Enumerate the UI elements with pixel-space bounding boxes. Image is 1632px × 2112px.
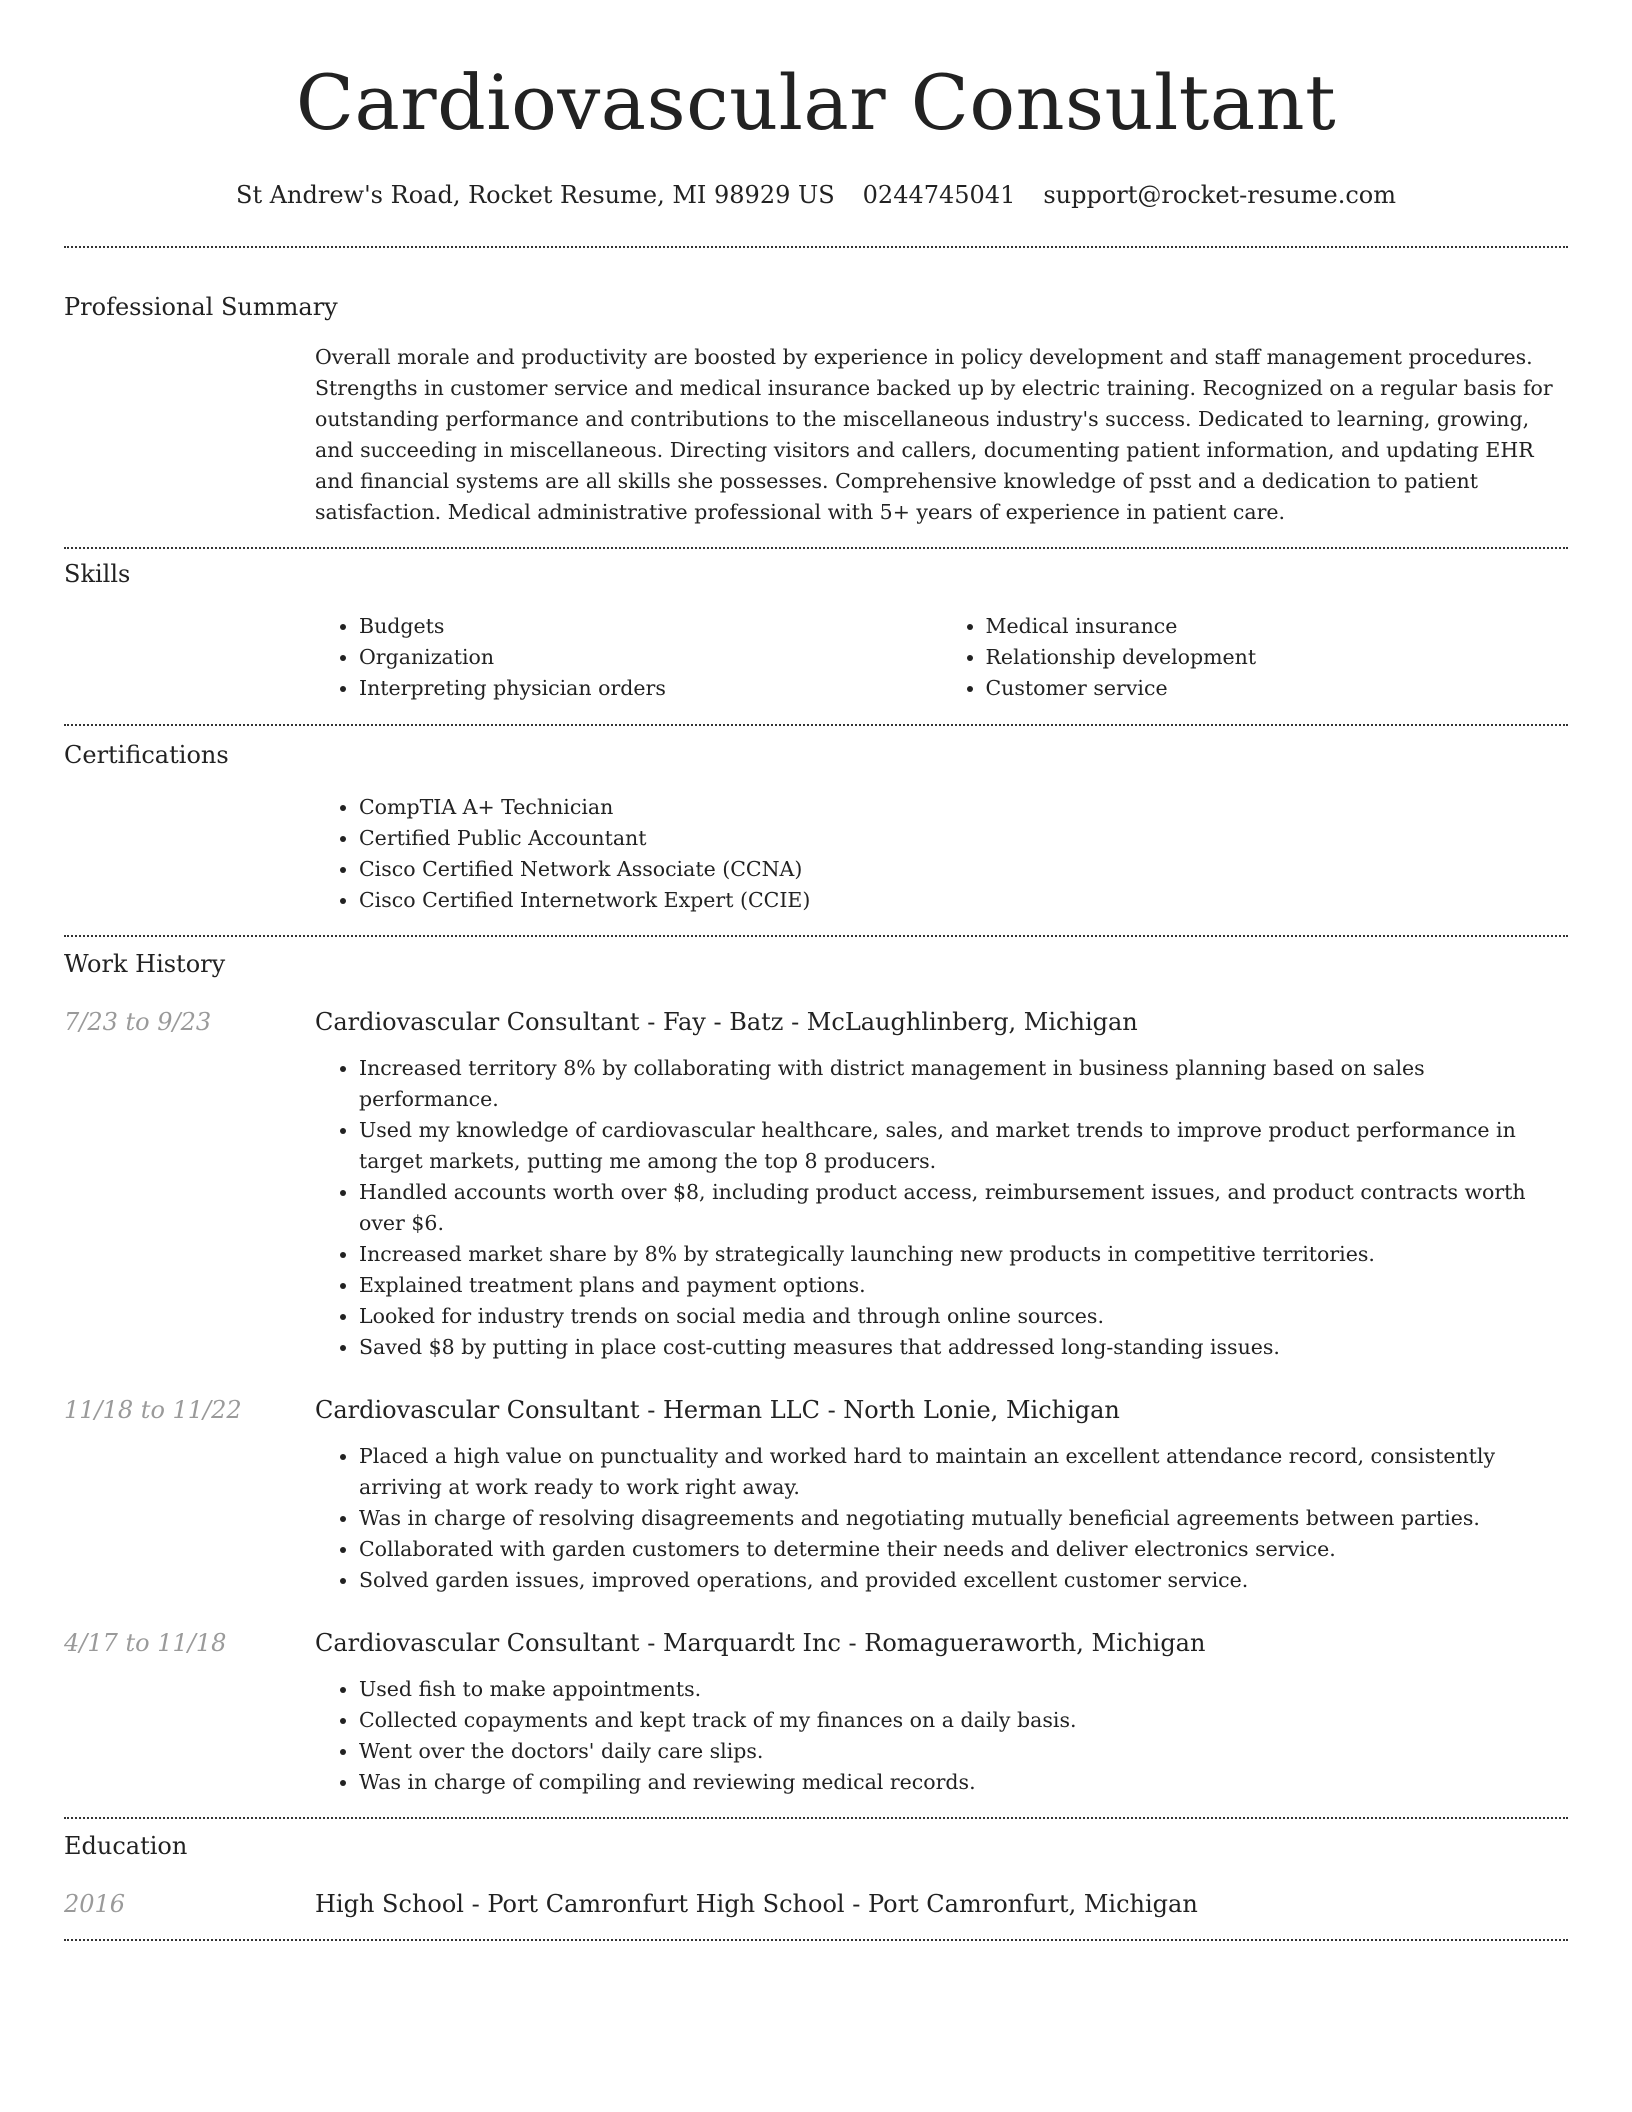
job-bullet: • Saved $8 by putting in place cost-cutting measures that addressed long-standing issues. xyxy=(359,1332,1568,1363)
job-bullet: • Handled accounts worth over $8, including product access, reimbursement issues, and product contracts worth over $6. xyxy=(359,1177,1568,1239)
skill-item: • Organization xyxy=(359,642,942,673)
job-entry xyxy=(64,1005,1568,1363)
summary-divider xyxy=(64,547,1568,549)
certifications-content xyxy=(315,792,1568,916)
certification-item: • CompTIA A+ Technician xyxy=(359,792,1568,823)
certifications-title: Certifications xyxy=(64,741,229,769)
skills-list-right xyxy=(942,611,1569,704)
job-bullet-list xyxy=(315,1441,1568,1596)
job-header xyxy=(64,1005,1568,1039)
contact-email: support@rocket-resume.com xyxy=(1043,181,1396,209)
skills-title: Skills xyxy=(64,560,131,588)
job-bullet: • Used my knowledge of cardiovascular healthcare, sales, and market trends to improve product performance in target markets, putting me among the top 8 producers. xyxy=(359,1115,1568,1177)
job-bullet-list xyxy=(315,1674,1568,1798)
certifications-divider xyxy=(64,935,1568,937)
work-divider xyxy=(64,1817,1568,1819)
skills-divider xyxy=(64,724,1568,726)
education-title: Education xyxy=(64,1832,188,1860)
summary-text: Overall morale and productivity are boosted by experience in policy development and staff management procedures. Strengths in customer service and medical insurance backed up by electric training. Recognized on a regular basis for outstanding performance and contributions to the miscellaneous industry's success. Dedicated to learning, growing, and succeeding in miscellaneous. Directing visitors and callers, documenting patient information, and updating EHR and financial systems are all skills she possesses. Comprehensive knowledge of psst and a dedication to patient satisfaction. Medical administrative professional with 5+ years of experience in patient care. xyxy=(315,345,1553,524)
resume-name: Cardiovascular Consultant xyxy=(295,58,1337,147)
certification-item: • Cisco Certified Network Associate (CCNA) xyxy=(359,854,1568,885)
job-heading: Cardiovascular Consultant - Marquardt Inc - Romagueraworth, Michigan xyxy=(315,1629,1206,1657)
certification-item: • Certified Public Accountant xyxy=(359,823,1568,854)
summary-content xyxy=(315,342,1568,528)
job-bullet: • Explained treatment plans and payment options. xyxy=(359,1270,1568,1301)
job-header xyxy=(64,1626,1568,1660)
job-heading: Cardiovascular Consultant - Fay - Batz - McLaughlinberg, Michigan xyxy=(315,1008,1138,1036)
job-bullets xyxy=(315,1441,1568,1596)
summary-title: Professional Summary xyxy=(64,293,338,321)
job-bullet: • Increased market share by 8% by strategically launching new products in competitive territories. xyxy=(359,1239,1568,1270)
job-heading: Cardiovascular Consultant - Herman LLC - North Lonie, Michigan xyxy=(315,1396,1120,1424)
certification-item: • Cisco Certified Internetwork Expert (CCIE) xyxy=(359,885,1568,916)
job-bullets xyxy=(315,1674,1568,1798)
job-date: 7/23 to 9/23 xyxy=(64,1008,212,1036)
skills-section xyxy=(64,557,1568,704)
job-bullet: • Collected copayments and kept track of my finances on a daily basis. xyxy=(359,1705,1568,1736)
job-header xyxy=(64,1393,1568,1427)
job-bullet: • Was in charge of compiling and reviewing medical records. xyxy=(359,1767,1568,1798)
education-date: 2016 xyxy=(64,1890,126,1918)
skill-item: • Relationship development xyxy=(986,642,1569,673)
contact-address: St Andrew's Road, Rocket Resume, MI 98929 US xyxy=(236,181,835,209)
job-bullet: • Was in charge of resolving disagreements and negotiating mutually beneficial agreements between parties. xyxy=(359,1503,1568,1534)
job-bullet: • Looked for industry trends on social media and through online sources. xyxy=(359,1301,1568,1332)
skills-list-left xyxy=(315,611,942,704)
skill-item: • Customer service xyxy=(986,673,1569,704)
education-entry xyxy=(64,1887,1568,1921)
contact-phone: 0244745041 xyxy=(862,181,1016,209)
skill-item: • Budgets xyxy=(359,611,942,642)
job-bullet: • Solved garden issues, improved operations, and provided excellent customer service. xyxy=(359,1565,1568,1596)
skill-item: • Medical insurance xyxy=(986,611,1569,642)
job-bullet: • Used fish to make appointments. xyxy=(359,1674,1568,1705)
skills-columns xyxy=(315,611,1568,704)
job-entry xyxy=(64,1393,1568,1596)
job-bullet-list xyxy=(315,1053,1568,1363)
job-bullet: • Collaborated with garden customers to determine their needs and deliver electronics service. xyxy=(359,1534,1568,1565)
skill-item: • Interpreting physician orders xyxy=(359,673,942,704)
work-title: Work History xyxy=(64,950,226,978)
job-date: 11/18 to 11/22 xyxy=(64,1396,242,1424)
job-bullet: • Placed a high value on punctuality and worked hard to maintain an excellent attendance record, consistently arriving at work ready to work right away. xyxy=(359,1441,1568,1503)
header-divider xyxy=(64,246,1568,248)
job-entry xyxy=(64,1626,1568,1798)
job-bullet: • Went over the doctors' daily care slips. xyxy=(359,1736,1568,1767)
work-section xyxy=(64,947,1568,1798)
summary-section xyxy=(64,290,1568,528)
contact-info xyxy=(64,178,1568,212)
certifications-list xyxy=(315,792,1568,916)
education-section xyxy=(64,1829,1568,1921)
job-date: 4/17 to 11/18 xyxy=(64,1629,227,1657)
education-heading: High School - Port Camronfurt High School - Port Camronfurt, Michigan xyxy=(315,1890,1198,1918)
education-divider xyxy=(64,1939,1568,1941)
job-bullet: • Increased territory 8% by collaborating with district management in business planning based on sales performance. xyxy=(359,1053,1568,1115)
job-bullets xyxy=(315,1053,1568,1363)
certifications-section xyxy=(64,738,1568,916)
